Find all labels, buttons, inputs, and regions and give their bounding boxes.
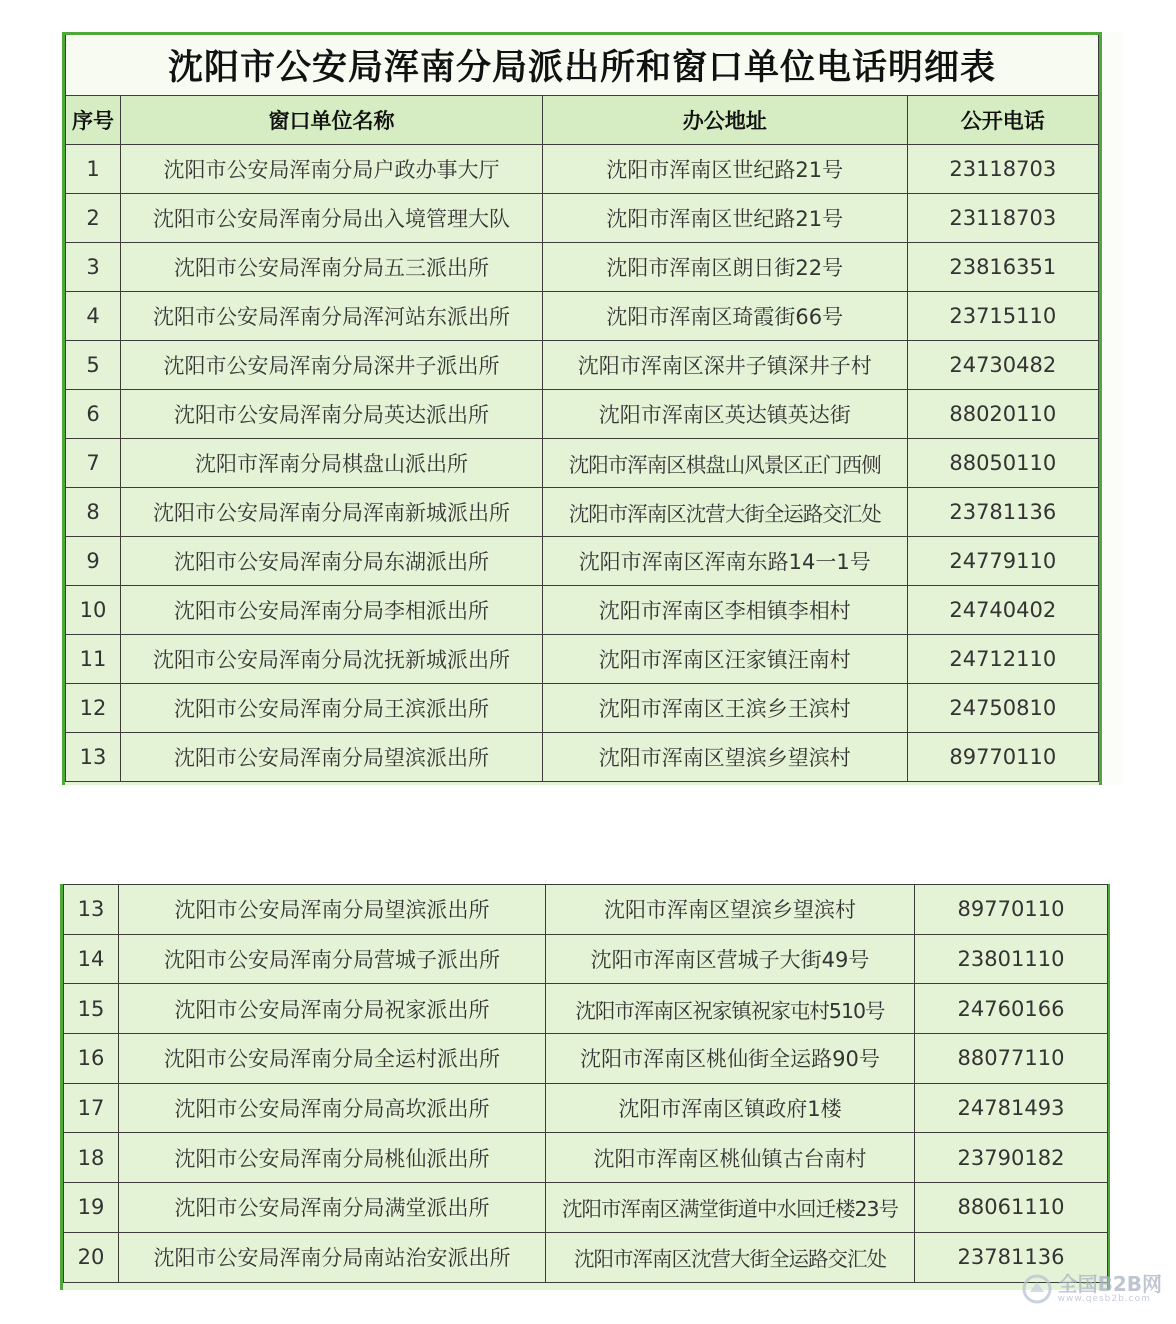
table-row [66,439,1099,488]
table-row [66,292,1099,341]
cell-no: 9 [66,537,121,586]
cell-phone: 24779110 [907,537,1098,586]
table-row [66,194,1099,243]
cell-no: 6 [66,390,121,439]
cell-phone: 24740402 [907,586,1098,635]
cell-phone: 23781136 [907,488,1098,537]
cell-phone: 24760166 [915,984,1108,1034]
table-row [64,1133,1108,1183]
table-row [64,885,1108,935]
table-row [66,537,1099,586]
watermark-text: 全国B2B网 [1057,1272,1162,1296]
cell-phone: 88020110 [907,390,1098,439]
header-row [66,96,1099,145]
cell-phone: 88061110 [915,1183,1108,1233]
cell-no: 3 [66,243,121,292]
table-row [66,341,1099,390]
cell-name: 沈阳市公安局浑南分局望滨派出所 [119,885,546,935]
cell-address: 沈阳市浑南区李相镇李相村 [542,586,907,635]
contact-table-1 [65,35,1099,782]
page-title: 沈阳市公安局浑南分局派出所和窗口单位电话明细表 [66,35,1099,96]
cell-name: 沈阳市公安局浑南分局李相派出所 [121,586,543,635]
cell-address: 沈阳市浑南区琦霞街66号 [542,292,907,341]
spreadsheet-part-2 [60,884,1110,1290]
cell-name: 沈阳市公安局浑南分局南站治安派出所 [119,1232,546,1282]
cell-phone: 23118703 [907,145,1098,194]
cell-phone: 88077110 [915,1034,1108,1084]
cell-no: 11 [66,635,121,684]
cell-phone: 24781493 [915,1083,1108,1133]
cell-address: 沈阳市浑南区深井子镇深井子村 [542,341,907,390]
cell-address: 沈阳市浑南区营城子大街49号 [546,934,915,984]
cell-no: 5 [66,341,121,390]
cell-name: 沈阳市公安局浑南分局祝家派出所 [119,984,546,1034]
cell-name: 沈阳市公安局浑南分局浑南新城派出所 [121,488,543,537]
cell-address: 沈阳市浑南区祝家镇祝家屯村510号 [546,984,915,1034]
cell-phone: 23816351 [907,243,1098,292]
cell-no: 18 [64,1133,119,1183]
table-row [66,635,1099,684]
cell-phone: 88050110 [907,439,1098,488]
table-row [66,586,1099,635]
b2b-logo-icon [1022,1274,1052,1304]
table-row [66,488,1099,537]
cell-name: 沈阳市公安局浑南分局桃仙派出所 [119,1133,546,1183]
cell-address: 沈阳市浑南区桃仙镇古台南村 [546,1133,915,1183]
cell-phone: 89770110 [915,885,1108,935]
cell-phone: 24730482 [907,341,1098,390]
cell-phone: 24712110 [907,635,1098,684]
table-1-body [66,145,1099,782]
table-row [64,934,1108,984]
header-phone: 公开电话 [907,96,1098,145]
cell-address: 沈阳市浑南区浑南东路14一1号 [542,537,907,586]
cell-no: 4 [66,292,121,341]
cell-phone: 23781136 [915,1232,1108,1282]
cell-no: 19 [64,1183,119,1233]
table-row [66,243,1099,292]
table-row [64,1034,1108,1084]
contact-table-2 [63,884,1108,1283]
cell-address: 沈阳市浑南区满堂街道中水回迁楼23号 [546,1183,915,1233]
cell-address: 沈阳市浑南区沈营大街全运路交汇处 [546,1232,915,1282]
cell-address: 沈阳市浑南区汪家镇汪南村 [542,635,907,684]
cell-address: 沈阳市浑南区镇政府1楼 [546,1083,915,1133]
cell-no: 8 [66,488,121,537]
header-name: 窗口单位名称 [121,96,543,145]
cell-name: 沈阳市公安局浑南分局营城子派出所 [119,934,546,984]
table-row [66,145,1099,194]
cell-address: 沈阳市浑南区望滨乡望滨村 [542,733,907,782]
cell-no: 15 [64,984,119,1034]
cell-no: 10 [66,586,121,635]
cell-address: 沈阳市浑南区英达镇英达街 [542,390,907,439]
cell-phone: 23801110 [915,934,1108,984]
cell-no: 17 [64,1083,119,1133]
cell-name: 沈阳市公安局浑南分局望滨派出所 [121,733,543,782]
cell-no: 16 [64,1034,119,1084]
cell-name: 沈阳市公安局浑南分局王滨派出所 [121,684,543,733]
cell-name: 沈阳市浑南分局棋盘山派出所 [121,439,543,488]
cell-no: 13 [64,885,119,935]
table-row [66,684,1099,733]
cell-phone: 24750810 [907,684,1098,733]
cell-address: 沈阳市浑南区世纪路21号 [542,145,907,194]
table-row [66,733,1099,782]
cell-phone: 23118703 [907,194,1098,243]
cell-phone: 23715110 [907,292,1098,341]
title-row [66,35,1099,96]
table-row [66,390,1099,439]
cell-no: 1 [66,145,121,194]
watermark-url: www.qesb2b.com [1057,1294,1151,1304]
table-row [64,984,1108,1034]
cell-name: 沈阳市公安局浑南分局东湖派出所 [121,537,543,586]
table-row [64,1183,1108,1233]
cell-name: 沈阳市公安局浑南分局满堂派出所 [119,1183,546,1233]
spreadsheet-part-1 [62,32,1102,785]
cell-no: 2 [66,194,121,243]
table-row [64,1232,1108,1282]
cell-name: 沈阳市公安局浑南分局深井子派出所 [121,341,543,390]
cell-name: 沈阳市公安局浑南分局五三派出所 [121,243,543,292]
cell-no: 12 [66,684,121,733]
cell-name: 沈阳市公安局浑南分局英达派出所 [121,390,543,439]
cell-no: 14 [64,934,119,984]
cell-name: 沈阳市公安局浑南分局沈抚新城派出所 [121,635,543,684]
cell-address: 沈阳市浑南区朗日街22号 [542,243,907,292]
cell-address: 沈阳市浑南区世纪路21号 [542,194,907,243]
cell-name: 沈阳市公安局浑南分局出入境管理大队 [121,194,543,243]
table-2-body [64,885,1108,1283]
cell-no: 20 [64,1232,119,1282]
cell-name: 沈阳市公安局浑南分局户政办事大厅 [121,145,543,194]
cell-address: 沈阳市浑南区望滨乡望滨村 [546,885,915,935]
cell-name: 沈阳市公安局浑南分局全运村派出所 [119,1034,546,1084]
cell-address: 沈阳市浑南区沈营大街全运路交汇处 [542,488,907,537]
cell-phone: 89770110 [907,733,1098,782]
table-row [64,1083,1108,1133]
header-address: 办公地址 [542,96,907,145]
cell-name: 沈阳市公安局浑南分局高坎派出所 [119,1083,546,1133]
cell-address: 沈阳市浑南区桃仙街全运路90号 [546,1034,915,1084]
cell-address: 沈阳市浑南区棋盘山风景区正门西侧 [542,439,907,488]
cell-no: 7 [66,439,121,488]
cell-name: 沈阳市公安局浑南分局浑河站东派出所 [121,292,543,341]
cell-no: 13 [66,733,121,782]
cell-address: 沈阳市浑南区王滨乡王滨村 [542,684,907,733]
header-no: 序号 [66,96,121,145]
watermark [1022,1274,1162,1304]
cell-phone: 23790182 [915,1133,1108,1183]
